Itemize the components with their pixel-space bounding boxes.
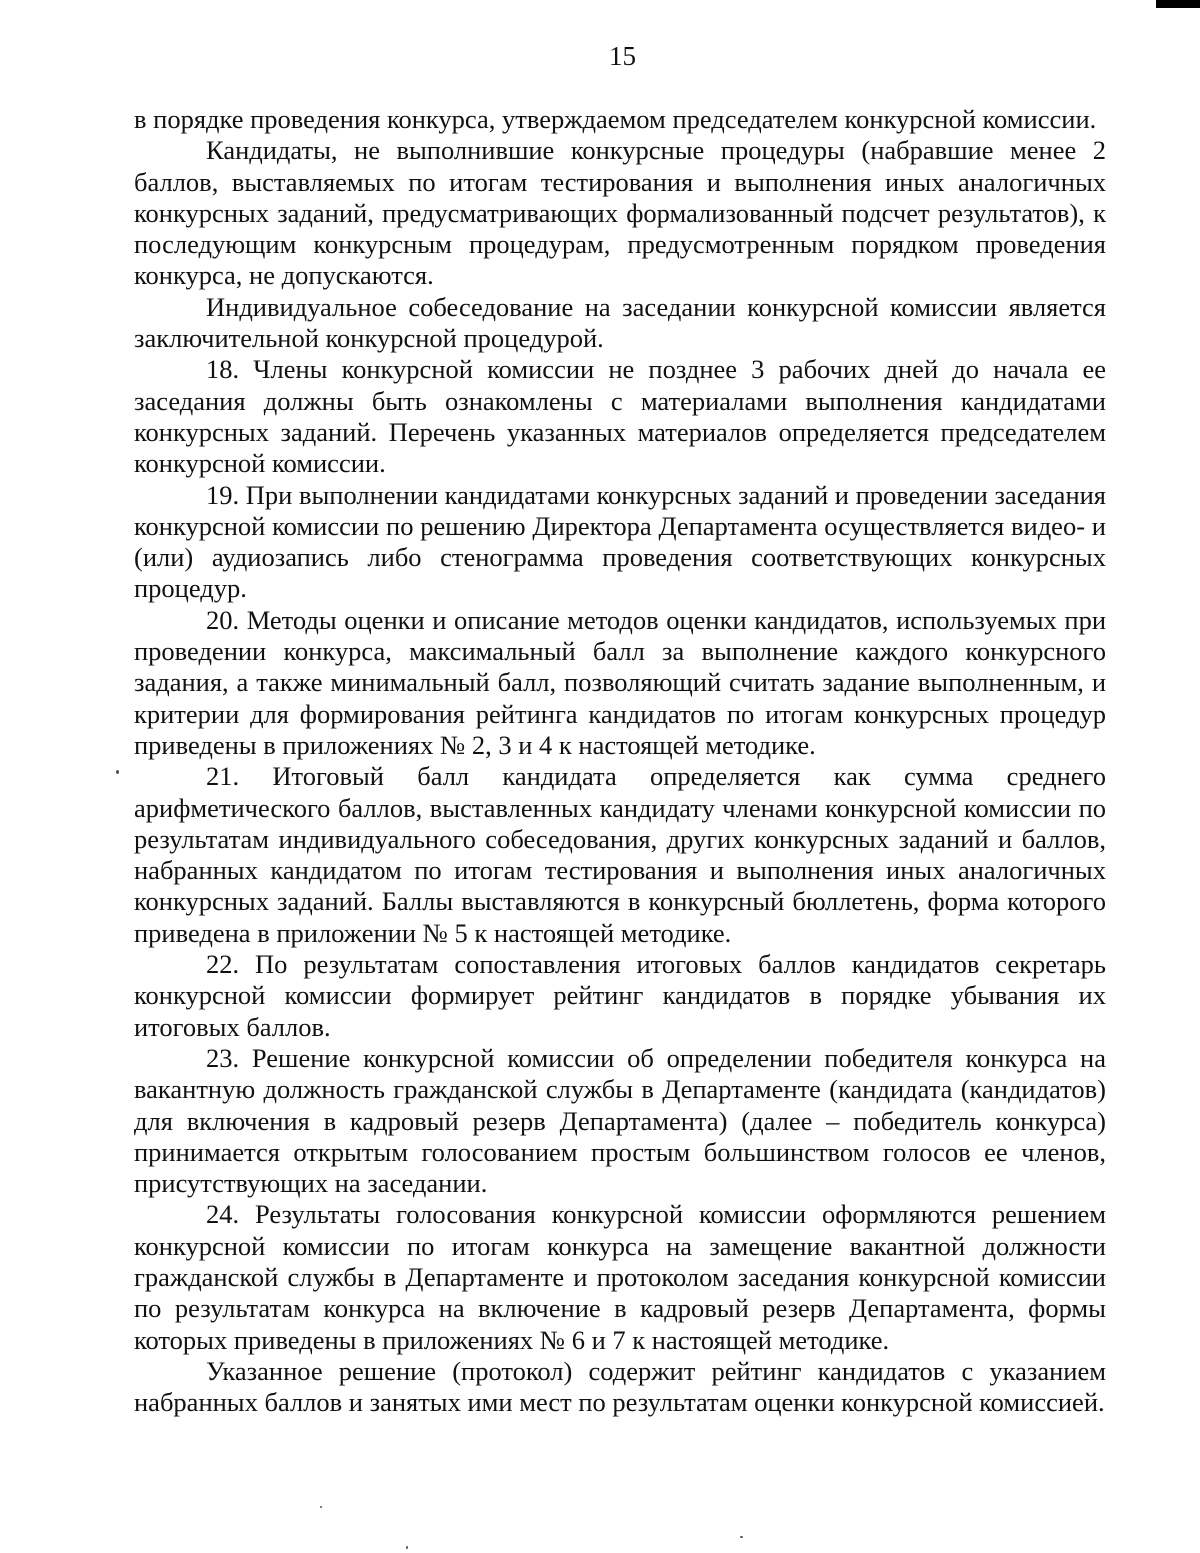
paragraph-item-22: 22. По результатам сопоставления итоговых баллов кандидатов секретарь конкурсной комиссии формирует рейтинг кандидатов в порядке убывания их итоговых баллов. [134, 949, 1106, 1042]
paragraph-decision-protocol: Указанное решение (протокол) содержит рейтинг кандидатов с указанием набранных баллов и занятых ими мест по результатам оценки конкурсной комиссией. [134, 1355, 1106, 1418]
scan-speck [116, 770, 119, 774]
paragraph-item-24: 24. Результаты голосования конкурсной комиссии оформляются решением конкурсной комиссии по итогам конкурса на замещение вакантной должности гражданской службы в Департаменте и протоколом заседания конкурсной комиссии по результатам конкурса на включение в кадровый резерв Департамента, формы которых приведены в приложениях № 6 и 7 к настоящей методике. [134, 1199, 1106, 1355]
scan-speck [320, 1506, 322, 1508]
paragraph-item-21: 21. Итоговый балл кандидата определяется как сумма среднего арифметического баллов, выставленных кандидату членами конкурсной комиссии по результатам индивидуального собеседования, других конкурсных заданий и баллов, набранных кандидатом по итогам тестирования и выполнения иных аналогичных конкурсных заданий. Баллы выставляются в конкурсный бюллетень, форма которого приведена в приложении № 5 к настоящей методике. [134, 761, 1106, 948]
paragraph-item-19: 19. При выполнении кандидатами конкурсных заданий и проведении заседания конкурсной комиссии по решению Директора Департамента осуществляется видео- и (или) аудиозапись либо стенограмма проведения соответствующих конкурсных процедур. [134, 479, 1106, 604]
paragraph-item-20: 20. Методы оценки и описание методов оценки кандидатов, используемых при проведении конкурса, максимальный балл за выполнение каждого конкурсного задания, а также минимальный балл, позволяющий считать задание выполненным, и критерии для формирования рейтинга кандидатов по итогам конкурсных процедур приведены в приложениях № 2, 3 и 4 к настоящей методике. [134, 604, 1106, 760]
page-number: 15 [609, 41, 636, 71]
scan-edge-mark [1156, 0, 1200, 8]
scan-speck [740, 1536, 743, 1538]
scan-speck [406, 1546, 408, 1549]
document-body [134, 104, 1106, 1418]
paragraph-candidates-not-admitted: Кандидаты, не выполнившие конкурсные процедуры (набравшие менее 2 баллов, выставляемых по итогам тестирования и выполнения иных аналогичных конкурсных заданий, предусматривающих формализованный подсчет результатов), к последующим конкурсным процедурам, предусмотренным порядком проведения конкурса, не допускаются. [134, 135, 1106, 291]
paragraph-competition-order-continuation: в порядке проведения конкурса, утверждаемом председателем конкурсной комиссии. [134, 104, 1097, 134]
paragraph-individual-interview: Индивидуальное собеседование на заседании конкурсной комиссии является заключительной конкурсной процедурой. [134, 291, 1106, 354]
paragraph-item-18: 18. Члены конкурсной комиссии не позднее 3 рабочих дней до начала ее заседания должны быть ознакомлены с материалами выполнения кандидатами конкурсных заданий. Перечень указанных материалов определяется председателем конкурсной комиссии. [134, 354, 1106, 479]
paragraph-item-23: 23. Решение конкурсной комиссии об определении победителя конкурса на вакантную должность гражданской службы в Департаменте (кандидата (кандидатов) для включения в кадровый резерв Департамента) (далее – победитель конкурса) принимается открытым голосованием простым большинством голосов ее членов, присутствующих на заседании. [134, 1042, 1106, 1199]
